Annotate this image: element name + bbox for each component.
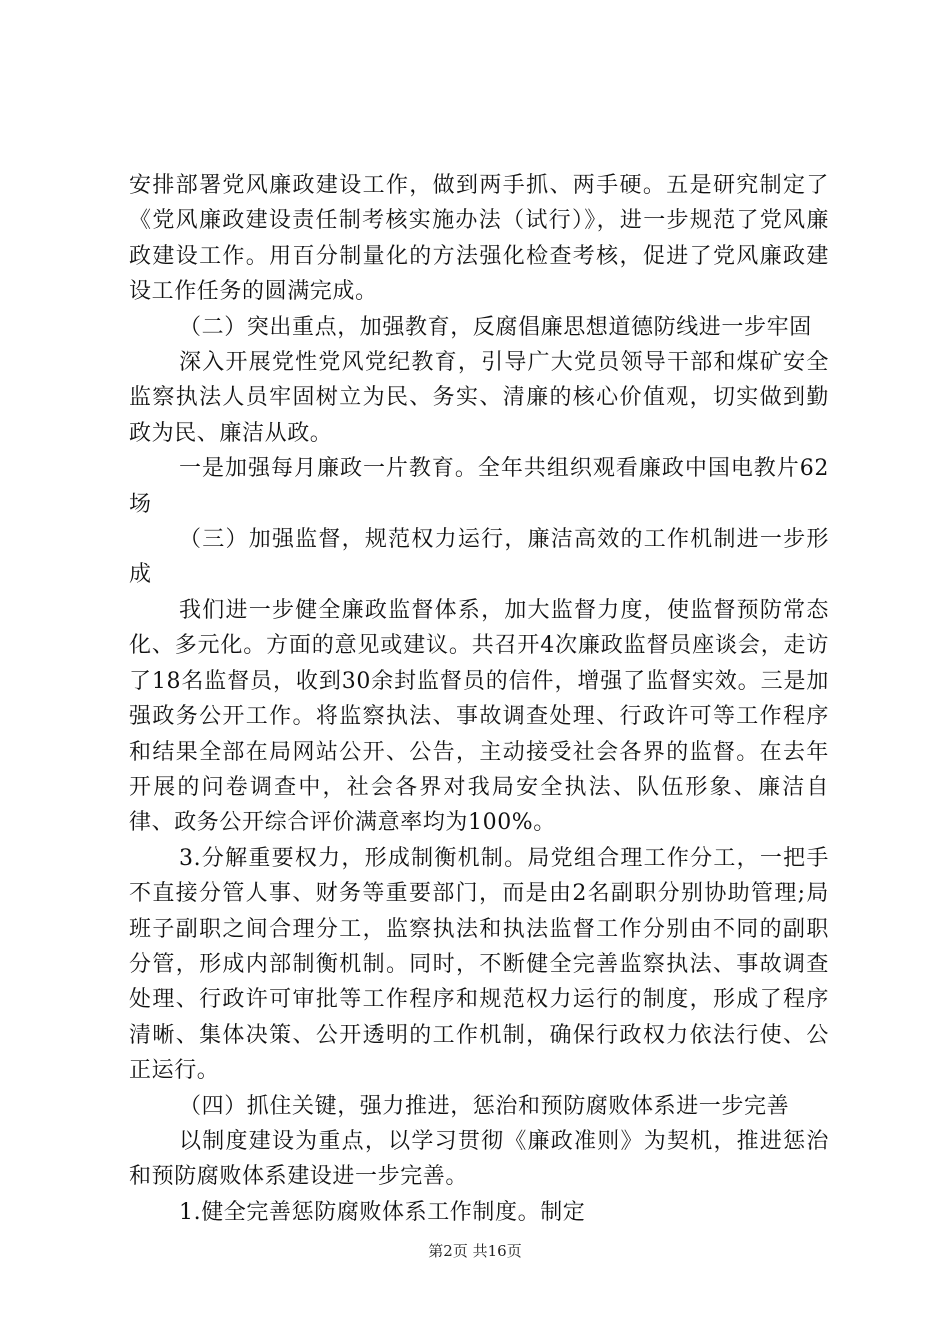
paragraph: 一是加强每月廉政一片教育。全年共组织观看廉政中国电教片62场 [129, 456, 829, 517]
page-number-label: 第2页 共16页 [428, 1242, 522, 1260]
paragraph: 安排部署党风廉政建设工作，做到两手抓、两手硬。五是研究制定了《党风廉政建设责任制考核实施办法（试行）》，进一步规范了党风廉政建设工作。用百分制量化的方法强化检查考核，促进了党风廉政建设工作任务的圆满完成。 [129, 173, 829, 305]
paragraph: 以制度建设为重点，以学习贯彻《廉政准则》为契机，推进惩治和预防腐败体系建设进一步完善。 [129, 1128, 829, 1190]
section-heading: （二）突出重点，加强教育，反腐倡廉思想道德防线进一步牢固 [179, 314, 812, 340]
paragraph: 3.分解重要权力，形成制衡机制。局党组合理工作分工，一把手不直接分管人事、财务等重要部门，而是由2名副职分别协助管理;局班子副职之间合理分工，监察执法和执法监督工作分别由不同的副职分管，形成内部制衡机制。同时，不断健全完善监察执法、事故调查处理、行政许可审批等工作程序和规范权力运行的制度，形成了程序清晰、集体决策、公开透明的工作机制，确保行政权力依法行使、公正运行。 [129, 845, 829, 1084]
body-text [129, 168, 829, 1230]
page-footer [0, 1240, 950, 1261]
paragraph: 我们进一步健全廉政监督体系，加大监督力度，使监督预防常态化、多元化。方面的意见或建议。共召开4次廉政监督员座谈会，走访了18名监督员，收到30余封监督员的信件，增强了监督实效。三是加强政务公开工作。将监察执法、事故调查处理、行政许可等工作程序和结果全部在局网站公开、公告，主动接受社会各界的监督。在去年开展的问卷调查中，社会各界对我局安全执法、队伍形象、廉洁自律、政务公开综合评价满意率均为100%。 [129, 597, 829, 836]
paragraph: 深入开展党性党风党纪教育，引导广大党员领导干部和煤矿安全监察执法人员牢固树立为民、务实、清廉的核心价值观，切实做到勤政为民、廉洁从政。 [129, 350, 829, 446]
section-heading: （三）加强监督，规范权力运行，廉洁高效的工作机制进一步形成 [129, 527, 829, 588]
section-heading: （四）抓住关键，强力推进，惩治和预防腐败体系进一步完善 [179, 1093, 790, 1119]
paragraph: 1.健全完善惩防腐败体系工作制度。制定 [179, 1199, 586, 1225]
